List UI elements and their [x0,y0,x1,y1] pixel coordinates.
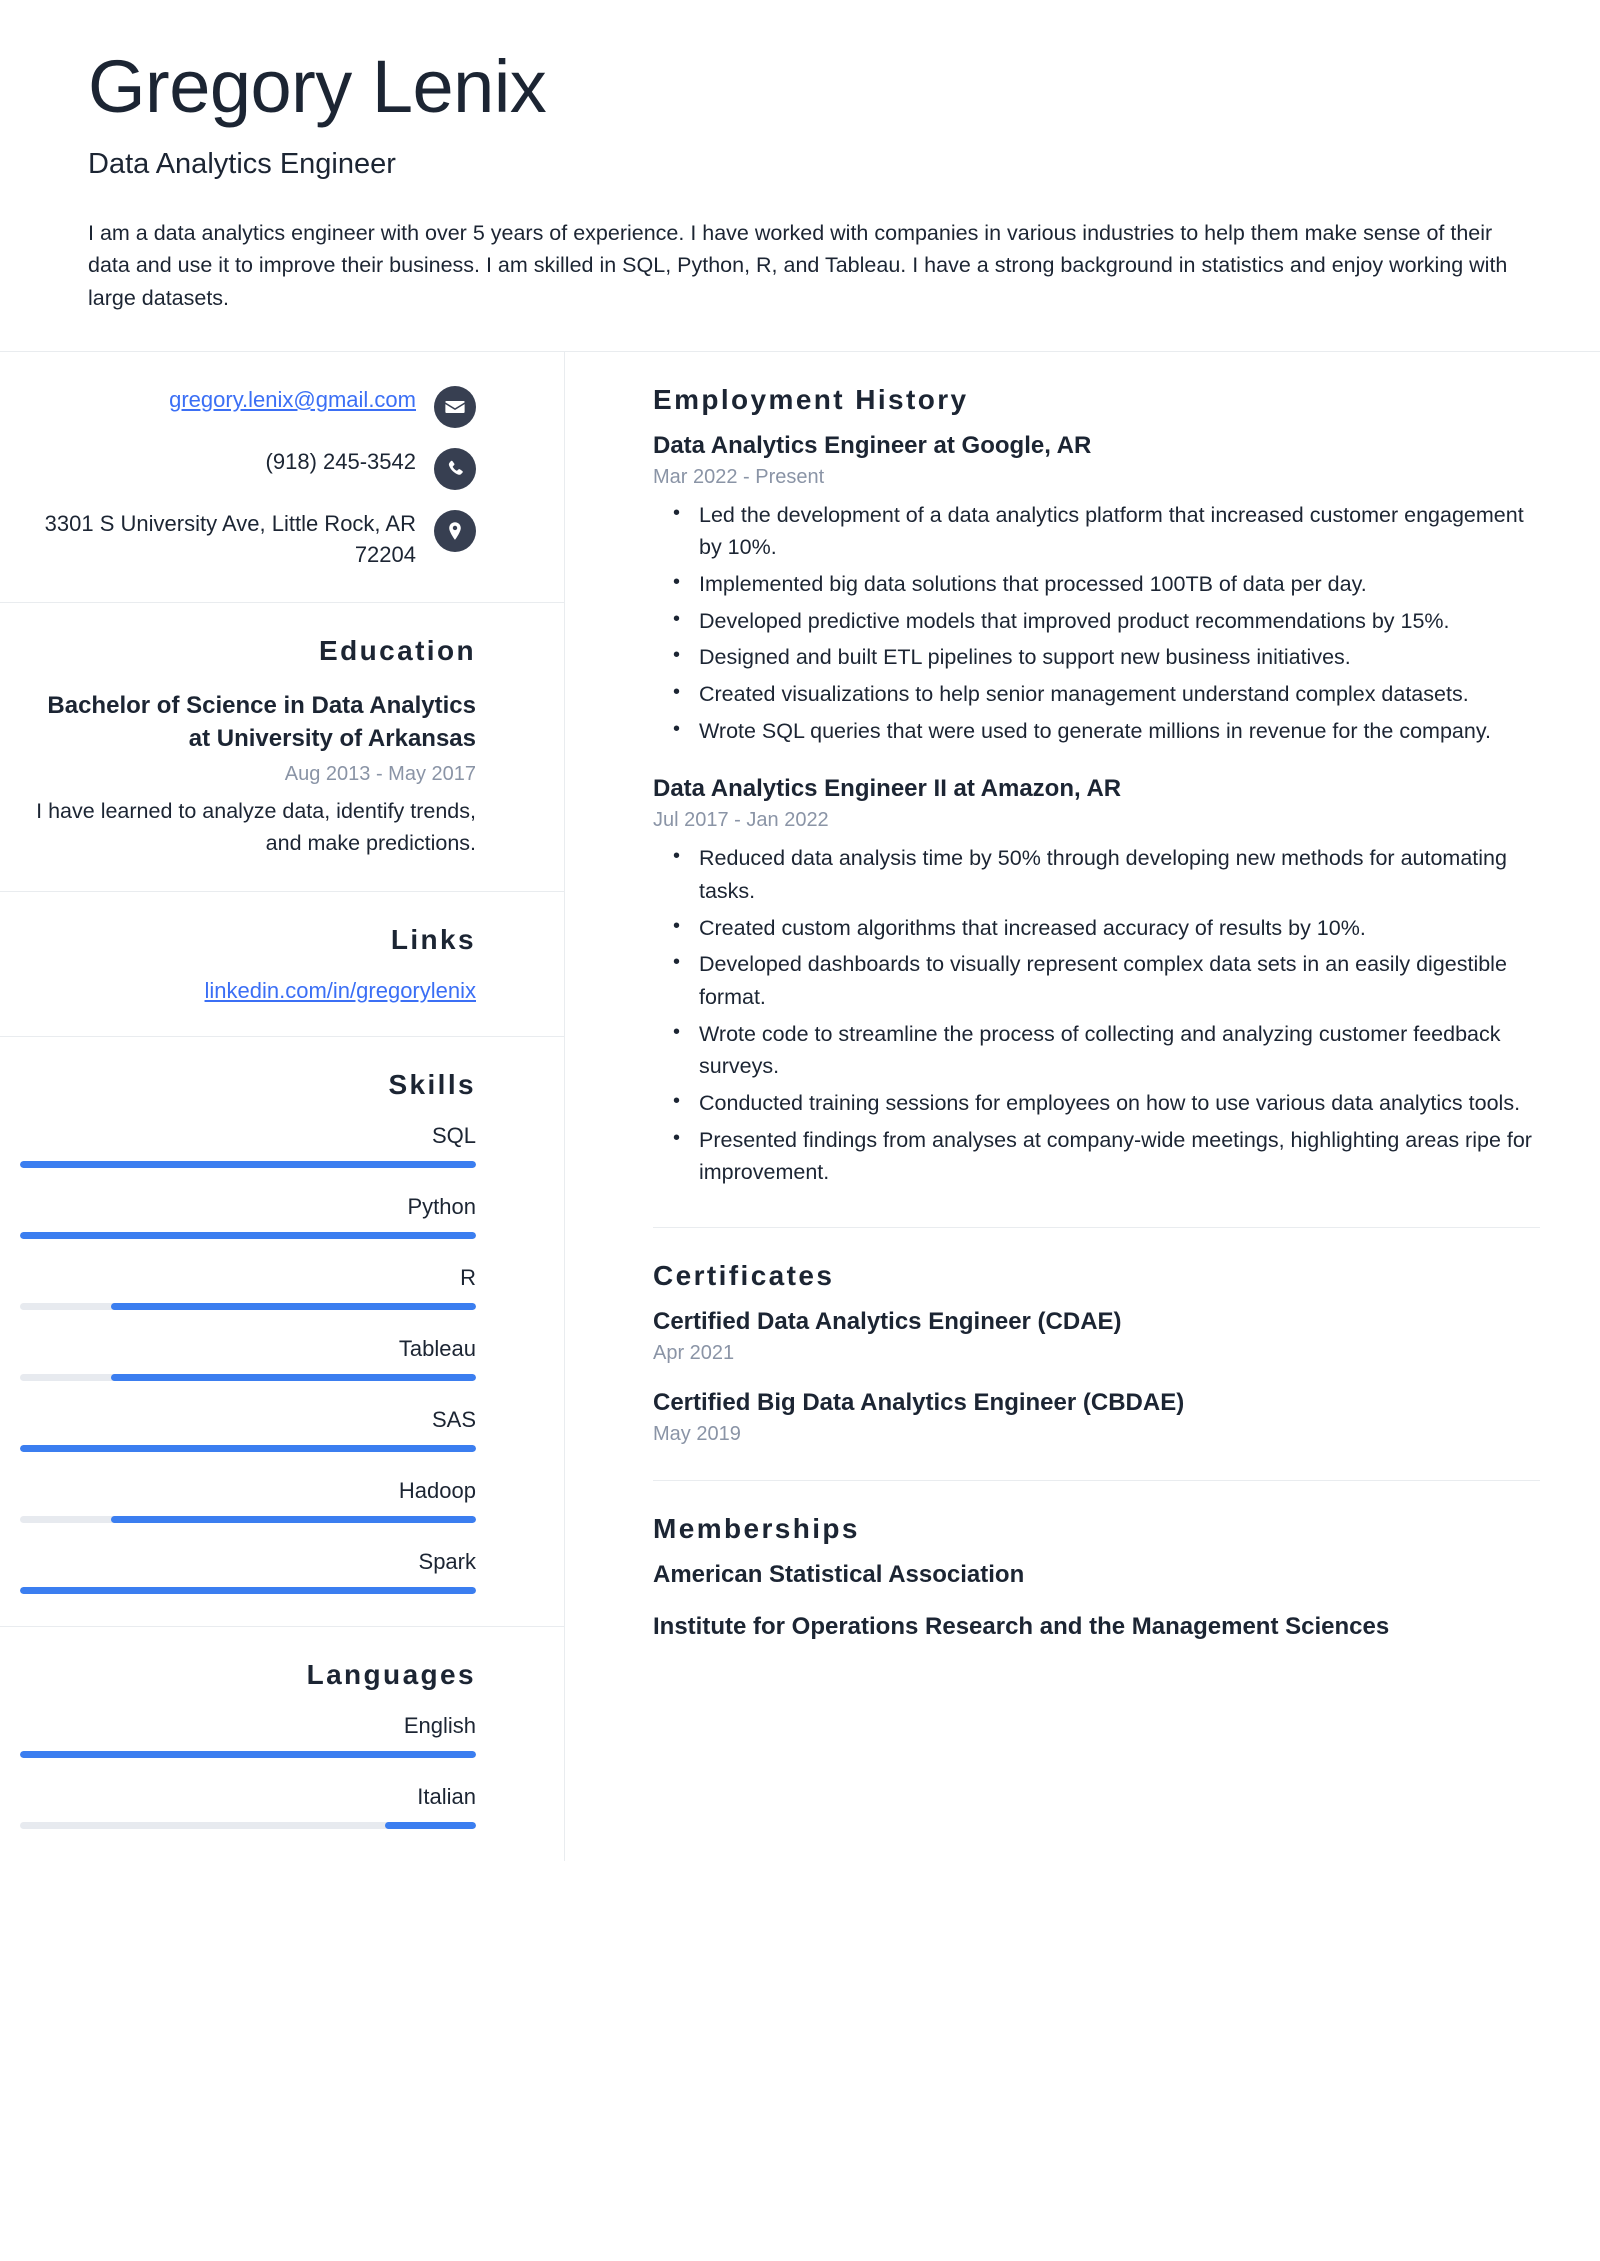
memberships-section [653,1481,1540,1675]
skills-list [20,1123,476,1594]
contact-phone-row[interactable] [20,446,476,490]
education-heading: Education [319,635,476,667]
job-bullet: • Developed predictive models that improved product recommendations by 15%. [699,605,1540,638]
skill-item-label: R [460,1264,476,1290]
job-date: Jul 2017 - Jan 2022 [653,809,829,832]
page-title: Gregory Lenix [88,45,547,128]
employment-section [653,352,1540,1228]
job-entry [653,775,1540,1189]
skill-item-label: Hadoop [398,1477,476,1503]
resume-body [0,352,1600,1861]
language-item-bar [20,1822,476,1829]
education-degree: Bachelor of Science in Data Analytics at University of Arkansas [47,692,476,753]
language-item [20,1713,476,1758]
skill-item-bar [20,1374,476,1381]
professional-summary: I am a data analytics engineer with over 5 years of experience. I have worked with companies in various industries to help them make sense of their data and use it to improve their business. I am skilled in SQL, Python, R, and Tableau. I have a strong background in statistics and enjoy working with large datasets. [88,220,1508,311]
skill-item-label: SAS [431,1406,476,1432]
job-bullet: • Reduced data analysis time by 50% through developing new methods for automating tasks. [699,842,1540,907]
job-bullet: • Created visualizations to help senior management understand complex datasets. [699,678,1540,711]
skill-item-bar-fill [111,1374,476,1381]
contact-email-row[interactable] [20,384,476,428]
education-description: I have learned to analyze data, identify trends, and make predictions. [36,799,476,855]
job-bullet: • Led the development of a data analytics platform that increased customer engagement by 10%. [699,499,1540,564]
skills-heading: Skills [388,1068,476,1100]
resume-header [0,0,1600,351]
skill-item-label: Python [407,1193,476,1219]
skills-section [0,1037,564,1627]
skill-item-bar-fill [20,1587,476,1594]
language-item-bar-fill [385,1822,476,1829]
languages-heading: Languages [306,1658,476,1690]
education-section [0,603,564,892]
memberships-list [653,1561,1540,1641]
languages-section [0,1627,564,1861]
job-bullets [653,842,1540,1189]
job-bullet: • Developed dashboards to visually represent complex data sets in an easily digestible format. [699,948,1540,1013]
jobs-list [653,432,1540,1189]
job-bullet: • Wrote SQL queries that were used to generate millions in revenue for the company. [699,715,1540,748]
job-bullet: • Implemented big data solutions that processed 100TB of data per day. [699,568,1540,601]
job-role: Data Analytics Engineer at Google, AR [653,431,1092,459]
skill-item-bar-fill [111,1516,476,1523]
certificate-date: Apr 2021 [653,1342,735,1365]
phone-icon [434,448,476,490]
skill-item [20,1194,476,1239]
job-bullets [653,499,1540,748]
languages-list [20,1713,476,1829]
skill-item-bar-fill [20,1445,476,1452]
skill-item-label: Spark [418,1548,476,1574]
skill-item-bar-fill [20,1232,476,1239]
links-heading: Links [390,923,476,955]
skill-item-bar [20,1161,476,1168]
certificates-heading: Certificates [653,1260,835,1292]
certificates-section [653,1228,1540,1481]
job-bullet: • Designed and built ETL pipelines to support new business initiatives. [699,641,1540,674]
skill-item-bar [20,1232,476,1239]
language-item-label: English [403,1712,476,1738]
language-item-bar [20,1751,476,1758]
job-bullet: • Wrote code to streamline the process of collecting and analyzing customer feedback surveys. [699,1018,1540,1083]
job-title: Data Analytics Engineer [88,147,396,180]
skill-item [20,1407,476,1452]
skill-item-bar [20,1516,476,1523]
skill-item-bar [20,1445,476,1452]
employment-heading: Employment History [653,383,969,415]
linkedin-link[interactable]: linkedin.com/in/gregorylenix [204,977,476,1003]
main-content [565,352,1600,1861]
envelope-icon [434,386,476,428]
certificate-name: Certified Big Data Analytics Engineer (CBDAE) [653,1389,1185,1417]
contact-address-text: 3301 S University Ave, Little Rock, AR 72204 [44,510,416,567]
certificate-name: Certified Data Analytics Engineer (CDAE) [653,1308,1122,1336]
skill-item [20,1265,476,1310]
skill-item [20,1123,476,1168]
memberships-heading: Memberships [653,1513,860,1545]
job-date: Mar 2022 - Present [653,465,825,488]
job-bullet: • Presented findings from analyses at company-wide meetings, highlighting areas ripe for improvement. [699,1124,1540,1189]
contact-phone-text: (918) 245-3542 [265,448,416,474]
certificate-entry [653,1389,1540,1446]
link-item [20,978,476,1004]
language-item-bar-fill [20,1751,476,1758]
job-role: Data Analytics Engineer II at Amazon, AR [653,775,1122,803]
education-item [20,689,476,859]
certificates-list [653,1308,1540,1446]
skill-item [20,1549,476,1594]
skill-item-bar-fill [20,1161,476,1168]
membership-entry: Institute for Operations Research and the Management Sciences [653,1613,1390,1641]
certificate-entry [653,1308,1540,1365]
skill-item [20,1478,476,1523]
email-link[interactable]: gregory.lenix@gmail.com [169,386,416,412]
skill-item-bar-fill [111,1303,476,1310]
skill-item-label: SQL [431,1122,476,1148]
job-bullet: • Created custom algorithms that increased accuracy of results by 10%. [699,912,1540,945]
sidebar [0,352,565,1861]
certificate-date: May 2019 [653,1423,741,1446]
contact-section [0,352,564,603]
contact-email-text [169,384,416,415]
contact-address-row[interactable] [20,508,476,570]
map-pin-icon [434,510,476,552]
skill-item-label: Tableau [398,1335,476,1361]
skill-item-bar [20,1587,476,1594]
skill-item-bar [20,1303,476,1310]
membership-entry: American Statistical Association [653,1561,1025,1589]
links-section [0,892,564,1037]
language-item-label: Italian [417,1783,476,1809]
skill-item [20,1336,476,1381]
job-entry [653,432,1540,748]
education-date: Aug 2013 - May 2017 [284,763,476,786]
job-bullet: • Conducted training sessions for employees on how to use various data analytics tools. [699,1087,1540,1120]
language-item [20,1784,476,1829]
